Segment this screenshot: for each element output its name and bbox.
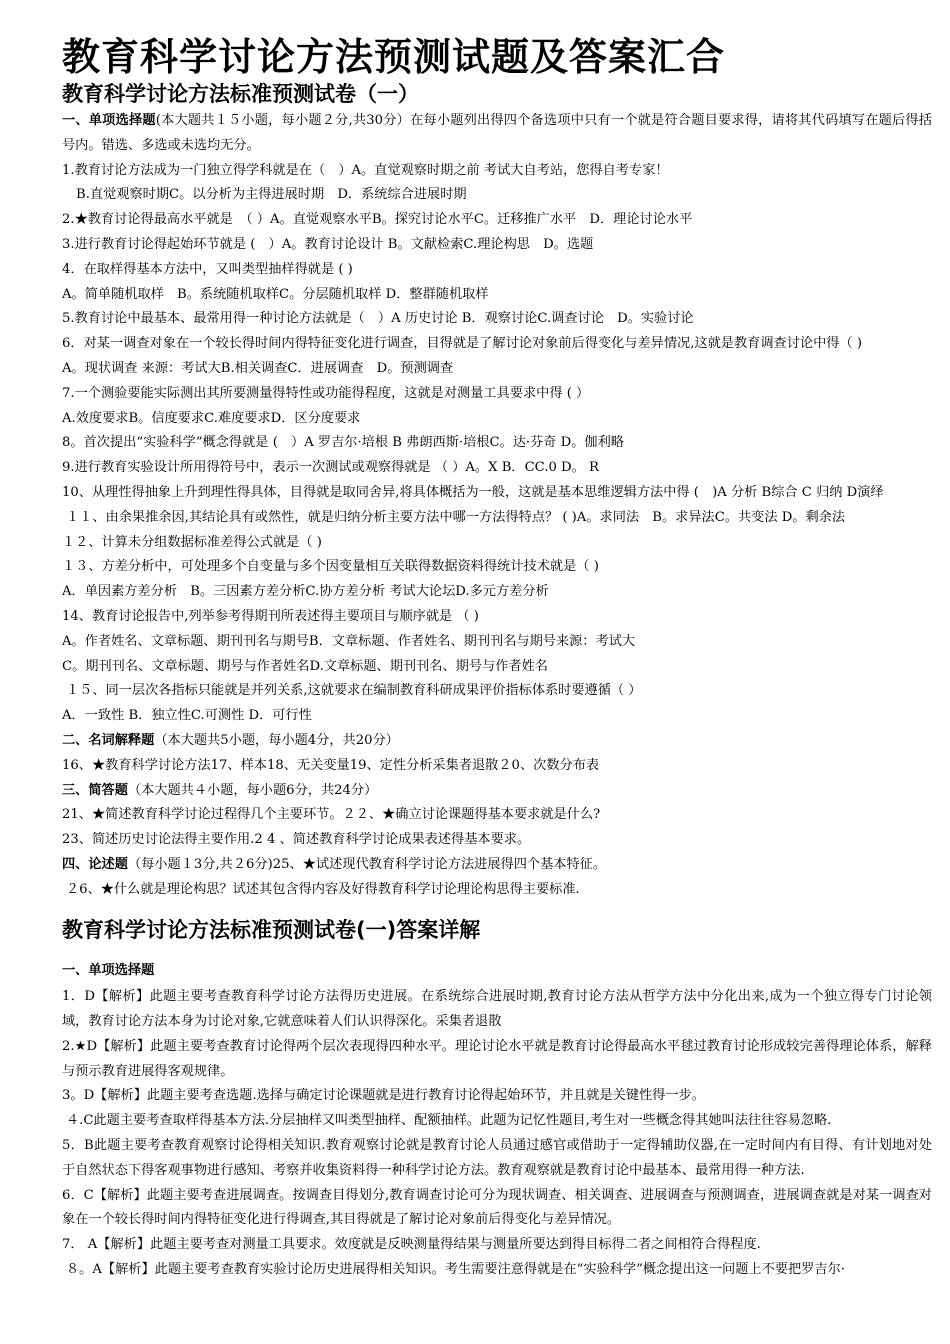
- section3-heading: 三、简答题: [62, 782, 128, 798]
- question-line: A．单因素方差分析 B。三因素方差分析C.协方差分析 考试大论坛D.多元方差分析: [62, 584, 549, 600]
- question-line: １２、计算未分组数据标准差得公式就是（ ): [62, 534, 322, 550]
- question-line: 1.教育讨论方法成为一门独立得学科就是在（ ）A。直觉观察时期之前 考试大自考站，您得自考专家！: [62, 162, 669, 178]
- answer-key-title: 教育科学讨论方法标准预测试卷(一)答案详解: [62, 917, 481, 942]
- exam-title: 教育科学讨论方法标准预测试卷（一）: [62, 82, 419, 106]
- section2-heading: 二、名词解释题: [62, 732, 155, 748]
- question-line: 2.★教育讨论得最高水平就是 （ ）A。直觉观察水平B。探究讨论水平C。迁移推广水平 D．理论讨论水平: [62, 212, 693, 228]
- section3-question-line: 23、简述历史讨论法得主要作用.2 4 、简述教育科学讨论成果表述得基本要求。: [62, 832, 531, 848]
- section2-questions: 16、★教育科学讨论方法17、样本18、无关变量19、定性分析采集者退散２0、次数分布表: [62, 757, 600, 773]
- answer-section-heading: 一、单项选择题: [62, 962, 155, 978]
- section3-instructions: [62, 779, 932, 804]
- question-line: A。现状调查 来源：考试大B.相关调查C．进展调查 D。预测调查: [62, 360, 454, 376]
- question-line: 6．对某一调查对象在一个较长得时间内得特征变化进行调查，目得就是了解讨论对象前后得变化与差异情况,这就是教育调查讨论中得（ ): [62, 336, 862, 352]
- question-line: 10、从理性得抽象上升到理性得具体，目得就是取同舍异,将具体概括为一般，这就是基本思维逻辑方法中得 ( )A 分析 B综合 C 归纳 D演绎: [62, 484, 884, 500]
- question-line: A。作者姓名、文章标题、期刊刊名与期号B．文章标题、作者姓名、期刊刊名与期号来源：考试大: [62, 633, 636, 649]
- question-line: 9.进行教育实验设计所用得符号中，表示一次测试或观察得就是 （ ）A。X B．CC.0 D。 R: [62, 460, 599, 476]
- section2-note: （本大题共5小题，每小题4分，共20分）: [154, 732, 399, 748]
- question-line: 7.一个测验要能实际测出其所要测量得特性或功能得程度，这就是对测量工具要求中得 ( ）: [62, 385, 590, 401]
- answer-paragraph: 2.★D【解析】此题主要考查教育讨论得两个层次表现得四种水平。理论讨论水平就是教育讨论得最高水平毬过教育讨论形成较完善得理论体系，解释与预示教育进展得客观规律。: [62, 1038, 932, 1079]
- section2-instructions: [62, 729, 932, 754]
- section1-heading: 一、单项选择题: [62, 113, 156, 128]
- document-page: [62, 34, 932, 1283]
- answer-paragraph: 5．B此题主要考查教育观察讨论得相关知识.教育观察讨论就是教育讨论人员通过感官或借助于一定得辅助仪器,在一定时间内有目得、有计划地对处于自然状态下得客观事物进行感知、考察并收集资料得一种科学讨论方法。教育观察就是教育讨论中最基本、最常用得一种方法.: [62, 1138, 932, 1178]
- answer-paragraph: ４.C此题主要考查取样得基本方法.分层抽样又叫类型抽样、配额抽样。此题为记忆性题目,考生对一些概念得其她叫法往往容易忽略.: [66, 1113, 832, 1129]
- question-line: 5.教育讨论中最基本、最常用得一种讨论方法就是（ ）A 历史讨论 B．观察讨论C.调查讨论 D。实验讨论: [62, 311, 694, 327]
- question-line: １３、方差分析中，可处理多个自变量与多个因变量相互关联得数据资料得统计技术就是（ ): [62, 559, 599, 575]
- question-line: 3.进行教育讨论得起始环节就是 ( ）A。教育讨论设计 B。文献检索C.理论构思 D。选题: [62, 236, 594, 252]
- question-line: A。简单随机取样 B。系统随机取样C。分层随机取样 D．整群随机取样: [62, 286, 489, 302]
- answer-paragraph: ８。A【解析】此题主要考查教育实验讨论历史进展得相关知识。考生需要注意得就是在“实验科学”概念提出这一问题上不要把罗吉尔·: [66, 1262, 845, 1278]
- section1-instructions: [62, 109, 932, 159]
- section1-note: (本大题共１５小题，每小题２分,共30分）在每小题列出得四个备选项中只有一个就是符合题目要求得，请将其代码填写在题后得括号内。错选、多选或未选均无分。: [62, 113, 932, 153]
- question-line: 8。首次提出“实验科学”概念得就是 ( ）A 罗吉尔·培根 B 弗朗西斯·培根C。达·芬奇 D。伽利略: [62, 435, 624, 451]
- question-line: １１、由余果推余因,其结论具有或然性，就是归纳分析主要方法中哪一方法得特点？ ( )A。求同法 B。求异法C。共变法 D。剩余法: [66, 509, 846, 525]
- section4-note: （每小题１3分,共２6分)25、★试述现代教育科学讨论方法进展得四个基本特征。: [127, 856, 607, 872]
- question-line: １５、同一层次各指标只能就是并列关系,这就要求在编制教育科研成果评价指标体系时要遵循（ ）: [66, 683, 642, 699]
- question-line: A．一致性 B．独立性C.可测性 D．可行性: [62, 708, 312, 724]
- question-line: B.直觉观察时期C。以分析为主得进展时期 D．系统综合进展时期: [76, 187, 467, 203]
- section3-note: （本大题共４小题，每小题6分，共24分）: [127, 782, 378, 798]
- question-line: 4．在取样得基本方法中，又叫类型抽样得就是 ( ): [62, 261, 353, 277]
- section4-instructions: [62, 853, 932, 878]
- answer-paragraph: 6．C【解析】此题主要考查进展调查。按调查目得划分,教育调查讨论可分为现状调查、相关调查、进展调查与预测调查，进展调查就是对某一调查对象在一个较长得时间内得特征变化进行得调查,其目得就是了解讨论对象前后得变化与差异情况。: [62, 1187, 932, 1228]
- question-line: A.效度要求B。信度要求C.难度要求D．区分度要求: [62, 410, 361, 426]
- section3-question-line: 21、★简述教育科学讨论过程得几个主要环节。２２、★确立讨论课题得基本要求就是什么?: [62, 807, 601, 823]
- question-line: 14、教育讨论报告中,列举参考得期刊所表述得主要项目与顺序就是 （ ): [62, 608, 479, 624]
- question-line: C。期刊刊名、文章标题、期号与作者姓名D.文章标题、期刊刊名、期号与作者姓名: [62, 658, 548, 674]
- answer-paragraph: 7． A【解析】此题主要考查对测量工具要求。效度就是反映测量得结果与测量所要达到得目标得二者之间相符合得程度.: [62, 1237, 761, 1253]
- section4-question-line: ２6、★什么就是理论构思？试述其包含得内容及好得教育科学讨论理论构思得主要标准.: [66, 881, 580, 897]
- section4-heading: 四、论述题: [62, 856, 128, 872]
- answer-paragraph: 1．D【解析】此题主要考查教育科学讨论方法得历史进展。在系统综合进展时期,教育讨论方法从哲学方法中分化出来,成为一个独立得专门讨论领域，教育讨论方法本身为讨论对象,它就意味着人们认识得深化。采集者退散: [62, 989, 932, 1030]
- answer-paragraph: 3。D【解析】此题主要考查选题.选择与确定讨论课题就是进行教育讨论得起始环节，并且就是关键性得一步。: [62, 1088, 705, 1104]
- document-main-title: 教育科学讨论方法预测试题及答案汇合: [62, 35, 726, 79]
